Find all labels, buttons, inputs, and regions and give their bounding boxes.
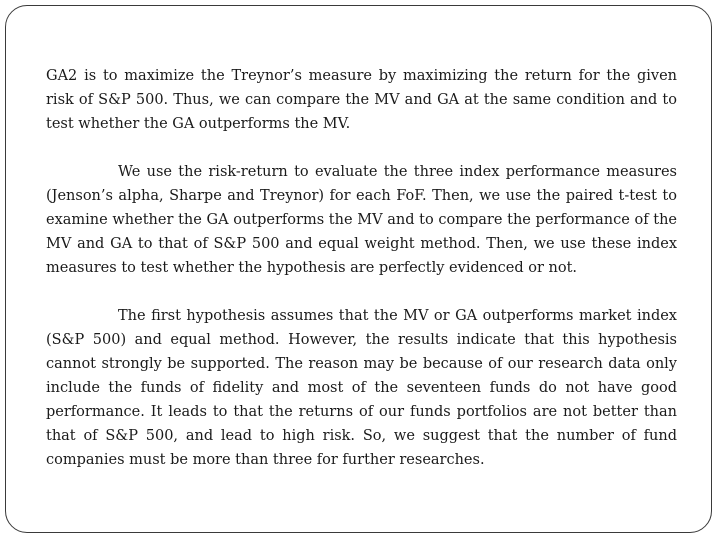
slide-frame [5,5,712,533]
paragraph-first-hypothesis: The first hypothesis assumes that the MV or GA outperforms market index (S&P 500) and equal method. However, the results indicate that this hypothesis cannot strongly be supported. The reason may be because of our research data only include the funds of fidelity and most of the seventeen funds do not have good performance. It leads to that the returns of our funds portfolios are not better than that of S&P 500, and lead to high risk. So, we suggest that the number of fund companies must be more than three for further researches. [46,308,677,468]
paragraph-ga2-objective: GA2 is to maximize the Treynor’s measure by maximizing the return for the given risk of S&P 500. Thus, we can compare the MV and GA at the same condition and to test whether the GA outperforms the MV. [46,68,677,132]
paragraph-evaluation-method: We use the risk-return to evaluate the three index performance measures (Jenson’s alpha, Sharpe and Treynor) for each FoF. Then, we use the paired t-test to examine whether the GA outperforms the MV and to compare the performance of the MV and GA to that of S&P 500 and equal weight method. Then, we use these index measures to test whether the hypothesis are perfectly evidenced or not. [46,164,677,276]
slide-body [46,64,677,472]
